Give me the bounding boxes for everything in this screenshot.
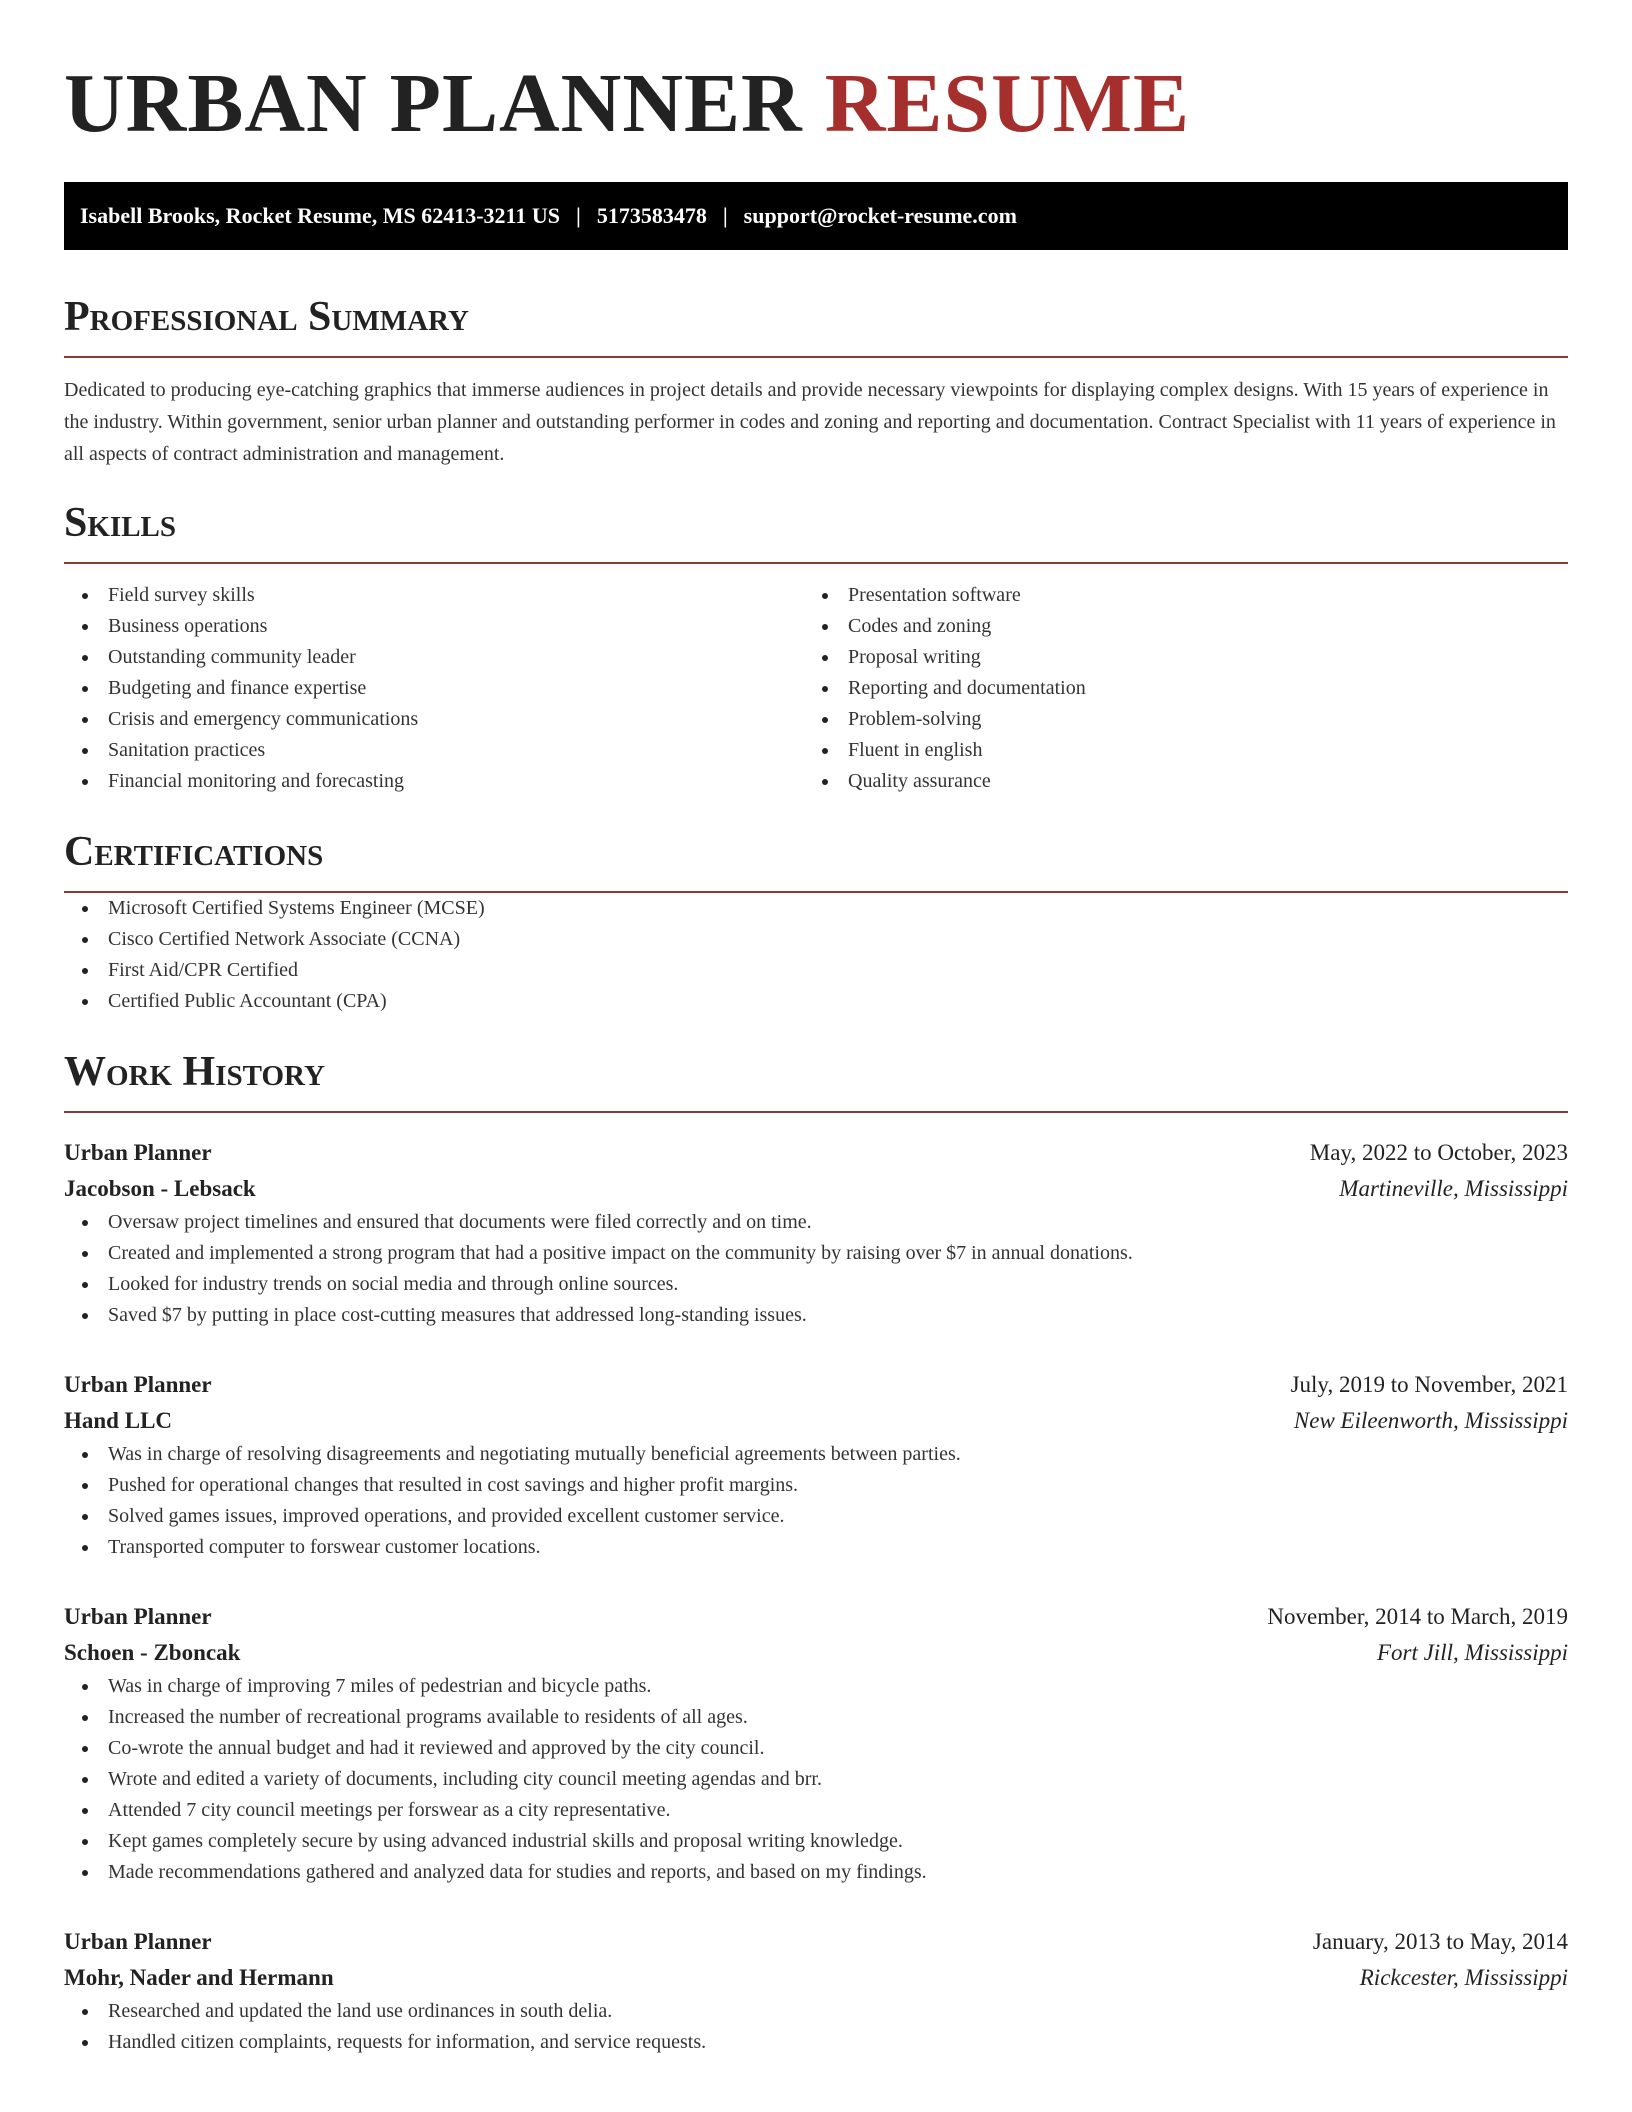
contact-bar: [64, 182, 1568, 250]
job-location: Martineville, Mississippi: [1339, 1176, 1568, 1201]
certifications-heading: Certifications: [64, 829, 324, 875]
job-bullet: Created and implemented a strong program that had a positive impact on the community by raising over $7 in annual donations.: [64, 1238, 1568, 1269]
job-header-row: [64, 1924, 1568, 1960]
section-divider: [64, 1111, 1568, 1113]
job-dates: November, 2014 to March, 2019: [1267, 1604, 1568, 1629]
skill-item: Quality assurance: [804, 766, 1544, 797]
certification-item: Microsoft Certified Systems Engineer (MCSE): [64, 893, 1568, 924]
skill-item: Field survey skills: [64, 580, 804, 611]
job-entry: [64, 1135, 1568, 1331]
work-history-section: [64, 1047, 1568, 2058]
skill-item: Financial monitoring and forecasting: [64, 766, 804, 797]
certifications-section: [64, 827, 1568, 1017]
job-dates: May, 2022 to October, 2023: [1309, 1140, 1568, 1165]
job-company-row: [64, 1171, 1568, 1207]
job-bullets: [64, 1671, 1568, 1888]
skill-item: Crisis and emergency communications: [64, 704, 804, 735]
job-bullet: Oversaw project timelines and ensured that documents were filed correctly and on time.: [64, 1207, 1568, 1238]
contact-phone: 5173583478: [596, 203, 707, 228]
job-entry: [64, 1599, 1568, 1888]
title-accent: RESUME: [824, 57, 1191, 150]
certification-item: Cisco Certified Network Associate (CCNA): [64, 924, 1568, 955]
job-location: Fort Jill, Mississippi: [1376, 1640, 1568, 1665]
job-location: Rickcester, Mississippi: [1359, 1965, 1568, 1990]
job-bullets: [64, 1207, 1568, 1331]
section-divider: [64, 562, 1568, 564]
job-bullet: Transported computer to forswear customer locations.: [64, 1532, 1568, 1563]
job-location: New Eileenworth, Mississippi: [1293, 1408, 1568, 1433]
skill-item: Proposal writing: [804, 642, 1544, 673]
certification-item: Certified Public Accountant (CPA): [64, 986, 1568, 1017]
job-bullets: [64, 1439, 1568, 1563]
job-header-row: [64, 1367, 1568, 1403]
summary-text: Dedicated to producing eye-catching graphics that immerse audiences in project details and provide necessary viewpoints for displaying complex designs. With 15 years of experience in the industry. Within government, senior urban planner and outstanding performer in codes and zoning and reporting and documentation. Contract Specialist with 11 years of experience in all aspects of contract administration and management.: [64, 379, 1556, 465]
skill-item: Sanitation practices: [64, 735, 804, 766]
job-title: Urban Planner: [64, 1140, 212, 1165]
skill-item: Business operations: [64, 611, 804, 642]
job-bullet: Attended 7 city council meetings per forswear as a city representative.: [64, 1795, 1568, 1826]
skill-item: Presentation software: [804, 580, 1544, 611]
job-bullet: Looked for industry trends on social media and through online sources.: [64, 1269, 1568, 1300]
job-bullet: Was in charge of resolving disagreements and negotiating mutually beneficial agreements between parties.: [64, 1439, 1568, 1470]
contact-email: support@rocket-resume.com: [743, 203, 1017, 228]
skill-item: Reporting and documentation: [804, 673, 1544, 704]
certifications-list: [64, 893, 1568, 1017]
summary-section: [64, 292, 1568, 470]
skill-item: Outstanding community leader: [64, 642, 804, 673]
job-company-row: [64, 1960, 1568, 1996]
job-bullet: Kept games completely secure by using advanced industrial skills and proposal writing knowledge.: [64, 1826, 1568, 1857]
job-bullet: Saved $7 by putting in place cost-cutting measures that addressed long-standing issues.: [64, 1300, 1568, 1331]
job-company-row: [64, 1635, 1568, 1671]
job-company: Jacobson - Lebsack: [64, 1176, 256, 1201]
job-company: Mohr, Nader and Hermann: [64, 1965, 334, 1990]
skill-item: Budgeting and finance expertise: [64, 673, 804, 704]
job-bullets: [64, 1996, 1568, 2058]
work-history-heading: Work History: [64, 1049, 325, 1095]
job-bullet: Wrote and edited a variety of documents, including city council meeting agendas and brr.: [64, 1764, 1568, 1795]
job-dates: January, 2013 to May, 2014: [1312, 1929, 1568, 1954]
skill-item: Fluent in english: [804, 735, 1544, 766]
job-company-row: [64, 1403, 1568, 1439]
job-dates: July, 2019 to November, 2021: [1290, 1372, 1568, 1397]
summary-heading: Professional Summary: [64, 294, 469, 340]
job-bullet: Was in charge of improving 7 miles of pedestrian and bicycle paths.: [64, 1671, 1568, 1702]
job-company: Hand LLC: [64, 1408, 173, 1433]
job-bullet: Solved games issues, improved operations, and provided excellent customer service.: [64, 1501, 1568, 1532]
job-bullet: Co-wrote the annual budget and had it reviewed and approved by the city council.: [64, 1733, 1568, 1764]
title-main: URBAN PLANNER: [64, 57, 803, 150]
job-bullet: Researched and updated the land use ordinances in south delia.: [64, 1996, 1568, 2027]
job-title: Urban Planner: [64, 1929, 212, 1954]
job-bullet: Increased the number of recreational programs available to residents of all ages.: [64, 1702, 1568, 1733]
job-title: Urban Planner: [64, 1604, 212, 1629]
skills-heading: Skills: [64, 500, 177, 546]
certification-item: First Aid/CPR Certified: [64, 955, 1568, 986]
job-company: Schoen - Zboncak: [64, 1640, 241, 1665]
page-title: [64, 0, 1568, 150]
skills-list-right: [804, 580, 1544, 797]
job-bullet: Made recommendations gathered and analyzed data for studies and reports, and based on my findings.: [64, 1857, 1568, 1888]
skills-list-left: [64, 580, 804, 797]
job-bullet: Handled citizen complaints, requests for information, and service requests.: [64, 2027, 1568, 2058]
job-bullet: Pushed for operational changes that resulted in cost savings and higher profit margins.: [64, 1470, 1568, 1501]
contact-separator: |: [722, 203, 728, 228]
section-divider: [64, 356, 1568, 358]
job-entry: [64, 1924, 1568, 2058]
skills-section: [64, 498, 1568, 797]
skill-item: Codes and zoning: [804, 611, 1544, 642]
job-header-row: [64, 1135, 1568, 1171]
skills-columns: [64, 580, 1568, 797]
contact-separator: |: [575, 203, 581, 228]
skill-item: Problem-solving: [804, 704, 1544, 735]
job-entry: [64, 1367, 1568, 1563]
job-title: Urban Planner: [64, 1372, 212, 1397]
job-header-row: [64, 1599, 1568, 1635]
contact-address: Isabell Brooks, Rocket Resume, MS 62413-3211 US: [80, 203, 560, 228]
